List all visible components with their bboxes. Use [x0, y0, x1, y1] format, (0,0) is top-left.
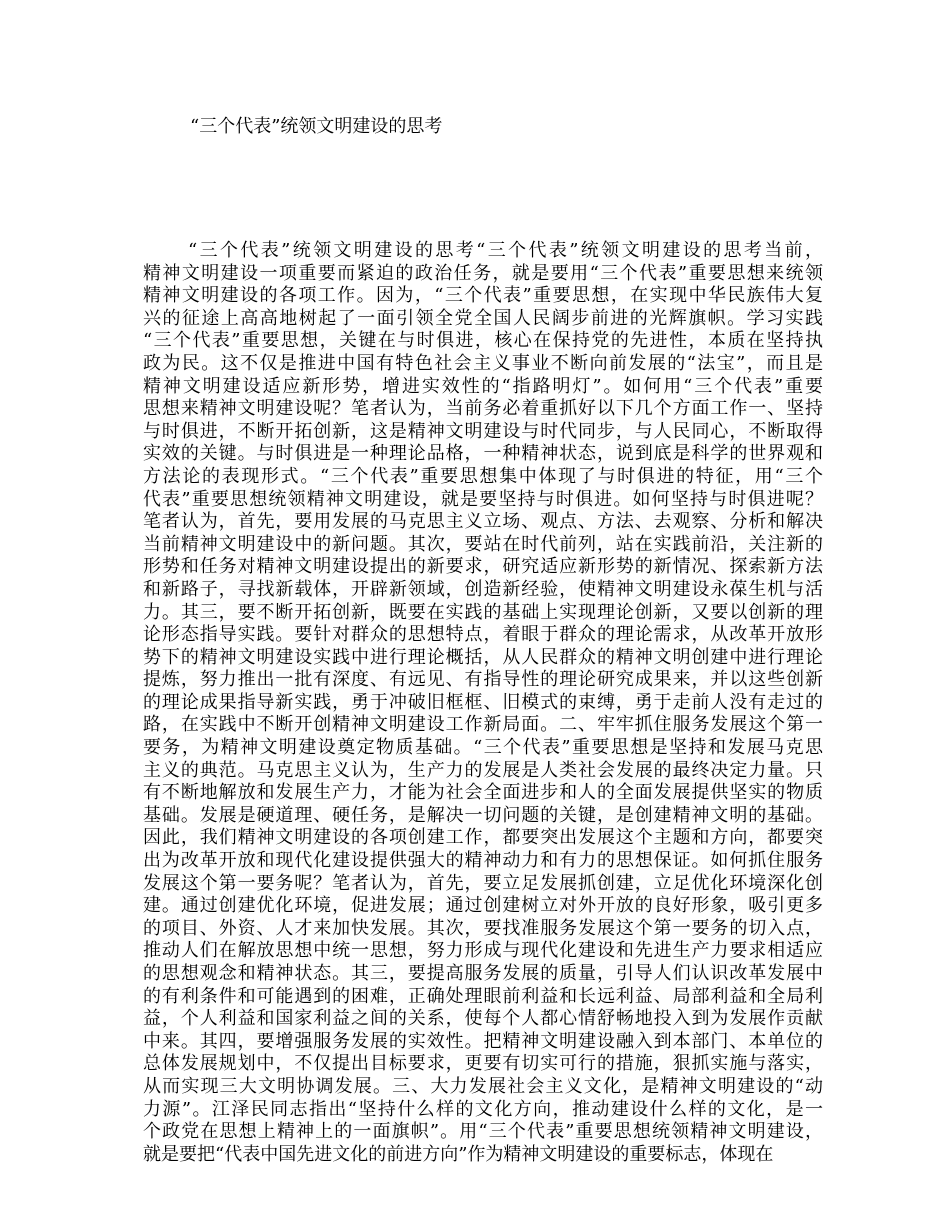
body-text-line: 形势和任务对精神文明建设提出的新要求，研究适应新形势的新情况、探索新方法: [143, 556, 823, 578]
body-text-line: 出为改革开放和现代化建设提供强大的精神动力和有力的思想保证。如何抓住服务: [143, 850, 823, 872]
body-text-line: 笔者认为，首先，要用发展的马克思主义立场、观点、方法、去观察、分析和解决: [143, 511, 823, 533]
body-text-line: 的项目、外资、人才来加快发展。其次，要找准服务发展这个第一要务的切入点，: [143, 917, 823, 939]
body-text-line: 路，在实践中不断开创精神文明建设工作新局面。二、牢牢抓住服务发展这个第一: [143, 714, 823, 736]
body-text-line: 当前精神文明建设中的新问题。其次，要站在时代前列，站在实践前沿，关注新的: [143, 533, 823, 555]
body-text-line: 就是要把“代表中国先进文化的前进方向”作为精神文明建设的重要标志，体现在: [143, 1143, 774, 1165]
body-text-line: 思想来精神文明建设呢？笔者认为，当前务必着重抓好以下几个方面工作一、坚持: [143, 398, 823, 420]
body-text-line: 要务，为精神文明建设奠定物质基础。“三个代表”重要思想是坚持和发展马克思: [143, 737, 823, 759]
body-text-line: 实效的关键。与时俱进是一种理论品格，一种精神状态，说到底是科学的世界观和: [143, 443, 823, 465]
body-text-line: 政为民。这不仅是推进中国有特色社会主义事业不断向前发展的“法宝”，而且是: [143, 352, 823, 374]
body-text-line: 力。其三，要不断开拓创新，既要在实践的基础上实现理论创新，又要以创新的理: [143, 601, 823, 623]
body-text-line: 益，个人利益和国家利益之间的关系，使每个人都心情舒畅地投入到为发展作贡献: [143, 1008, 823, 1030]
body-text-line: 和新路子，寻找新载体，开辟新领域，创造新经验，使精神文明建设永葆生机与活: [143, 578, 823, 600]
body-text-line: 精神文明建设的各项工作。因为，“三个代表”重要思想，在实现中华民族伟大复: [143, 285, 823, 307]
body-text-line: 发展这个第一要务呢？笔者认为，首先，要立足发展抓创建，立足优化环境深化创: [143, 872, 823, 894]
body-text-line: 基础。发展是硬道理、硬任务，是解决一切问题的关键，是创建精神文明的基础。: [143, 804, 823, 826]
body-text-line: 中来。其四，要增强服务发展的实效性。把精神文明建设融入到本部门、本单位的: [143, 1030, 823, 1052]
body-text-line: 势下的精神文明建设实践中进行理论概括，从人民群众的精神文明创建中进行理论: [143, 646, 823, 668]
body-text-line: 代表”重要思想统领精神文明建设，就是要坚持与时俱进。如何坚持与时俱进呢？: [143, 488, 823, 510]
body-text-line: 方法论的表现形式。“三个代表”重要思想集中体现了与时俱进的特征，用“三个: [143, 465, 823, 487]
body-text-line: 有不断地解放和发展生产力，才能为社会全面进步和人的全面发展提供坚实的物质: [143, 782, 823, 804]
body-text-line: 兴的征途上高高地树起了一面引领全党全国人民阔步前进的光辉旗帜。学习实践: [143, 307, 823, 329]
body-text-line: 提炼，努力推出一批有深度、有远见、有指导性的理论研究成果来，并以这些创新: [143, 669, 823, 691]
body-text-line: 与时俱进，不断开拓创新，这是精神文明建设与时代同步，与人民同心，不断取得: [143, 420, 823, 442]
body-text-line: 力源”。江泽民同志指出“坚持什么样的文化方向，推动建设什么样的文化，是一: [143, 1098, 823, 1120]
body-text-line: 从而实现三大文明协调发展。三、大力发展社会主义文化，是精神文明建设的“动: [143, 1075, 823, 1097]
body-text-line: 的理论成果指导新实践，勇于冲破旧框框、旧模式的束缚，勇于走前人没有走过的: [143, 691, 823, 713]
body-text-line: “三个代表”统领文明建设的思考“三个代表”统领文明建设的思考当前，: [188, 240, 823, 261]
body-text-line: 因此，我们精神文明建设的各项创建工作，都要突出发展这个主题和方向，都要突: [143, 827, 823, 849]
body-text-line: 推动人们在解放思想中统一思想，努力形成与现代化建设和先进生产力要求相适应: [143, 940, 823, 962]
body-text-line: 总体发展规划中，不仅提出目标要求，更要有切实可行的措施，狠抓实施与落实，: [143, 1053, 823, 1075]
body-text-line: 精神文明建设适应新形势，增进实效性的“指路明灯”。如何用“三个代表”重要: [143, 375, 823, 397]
document-body: [143, 240, 823, 1166]
body-text-line: 个政党在思想上精神上的一面旗帜”。用“三个代表”重要思想统领精神文明建设，: [143, 1121, 823, 1143]
document-title: “三个代表”统领文明建设的思考: [190, 116, 443, 137]
body-text-line: 的有利条件和可能遇到的困难，正确处理眼前利益和长远利益、局部利益和全局利: [143, 985, 823, 1007]
body-text-line: “三个代表”重要思想，关键在与时俱进，核心在保持党的先进性，本质在坚持执: [143, 330, 823, 352]
body-text-line: 论形态指导实践。要针对群众的思想特点，着眼于群众的理论需求，从改革开放形: [143, 624, 823, 646]
body-text-line: 的思想观念和精神状态。其三，要提高服务发展的质量，引导人们认识改革发展中: [143, 963, 823, 984]
body-text-line: 主义的典范。马克思主义认为，生产力的发展是人类社会发展的最终决定力量。只: [143, 759, 823, 781]
body-text-line: 精神文明建设一项重要而紧迫的政治任务，就是要用“三个代表”重要思想来统领: [143, 262, 823, 284]
body-text-line: 建。通过创建优化环境，促进发展；通过创建树立对外开放的良好形象，吸引更多: [143, 895, 823, 917]
